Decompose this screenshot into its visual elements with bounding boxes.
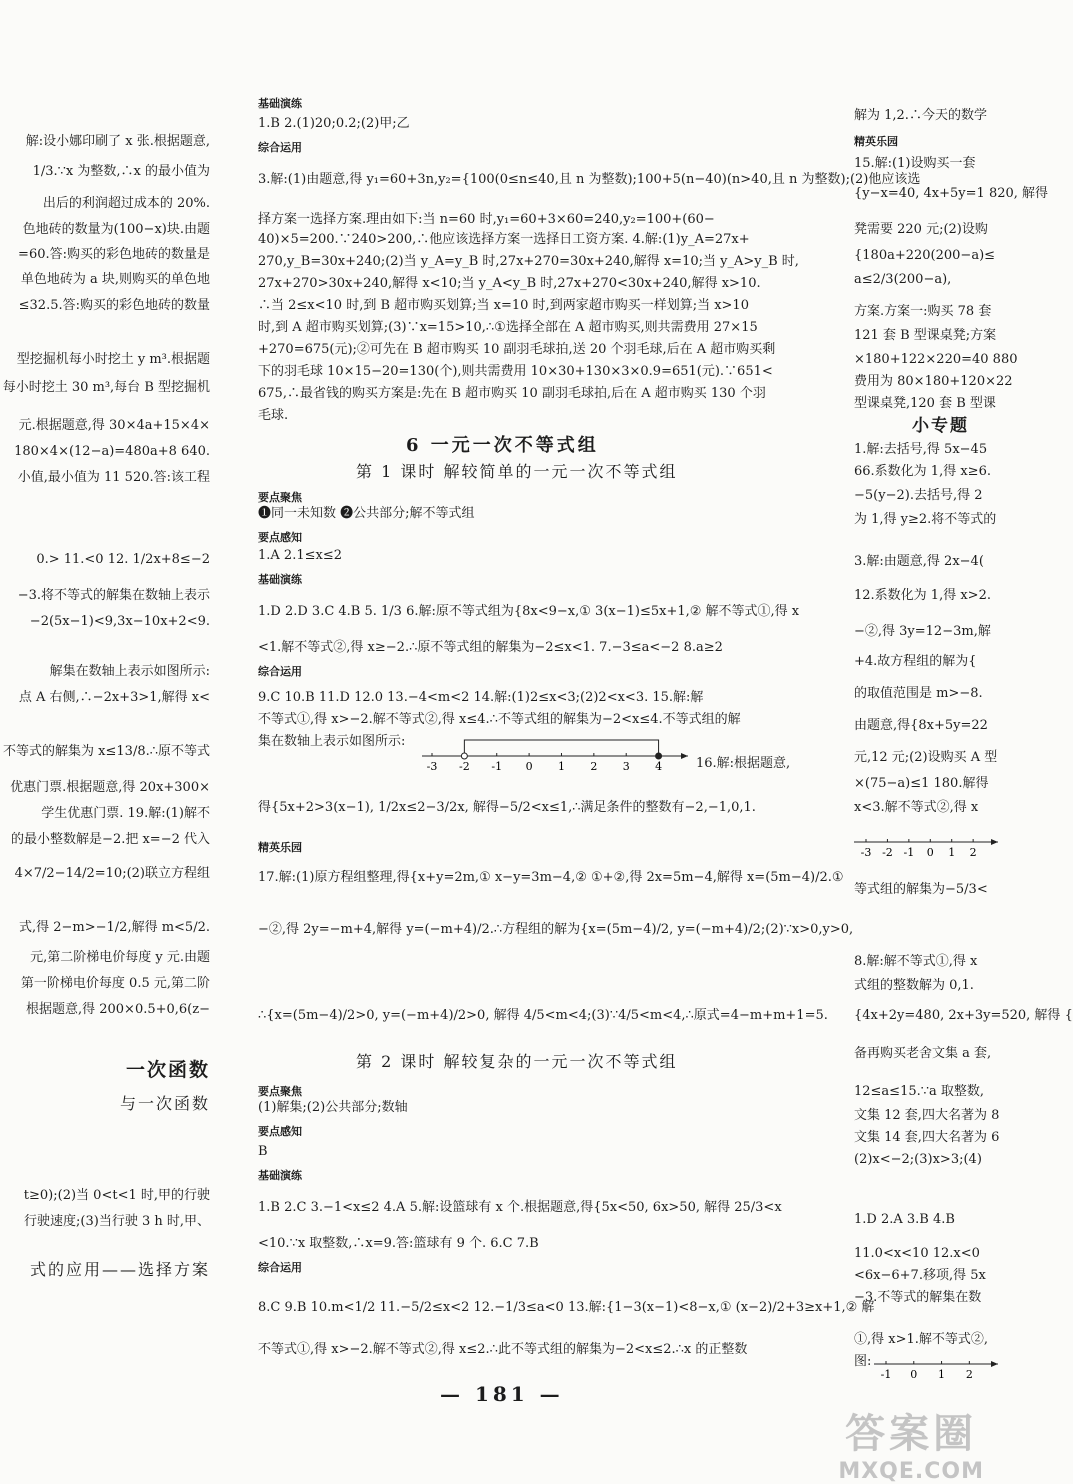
text-line: +4.故方程组的解为{ <box>854 654 977 669</box>
section-label-zonghe: 综合运用 <box>258 1261 302 1274</box>
text-line: 元.根据题意,得 30×4a+15×4× <box>18 418 210 433</box>
text-line: {180a+220(200−a)≤ <box>854 248 996 263</box>
text-line: 3.解:由题意,得 2x−4( <box>854 554 984 569</box>
number-line-tick-label: 0 <box>926 846 934 859</box>
left-column <box>0 0 222 1380</box>
text-line: 的取值范围是 m>−8. <box>854 686 983 701</box>
text-line: 集在数轴上表示如图所示: <box>258 734 406 749</box>
text-line: B <box>258 1144 268 1159</box>
text-line: 270,y_B=30x+240;(2)当 y_A=y_B 时,27x+270=30x+240,解得 x=10;当 y_A>y_B 时, <box>258 254 799 269</box>
section-label-jingying: 精英乐园 <box>258 841 302 854</box>
text-line: ❶同一未知数 ❷公共部分;解不等式组 <box>258 506 475 521</box>
text-line: 每小时挖土 30 m³,每台 B 型挖掘机 <box>2 380 210 395</box>
text-line: 单色地砖为 a 块,则购买的单色地 <box>20 272 210 287</box>
text-line: 点 A 右侧,∴−2x+3>1,解得 x< <box>18 690 210 705</box>
section-heading: 与一次函数 <box>119 1094 210 1113</box>
closed-endpoint <box>656 753 662 759</box>
text-line: 根据题意,得 200×0.5+0,6(z− <box>25 1002 210 1017</box>
text-line: 8.解:解不等式①,得 x <box>854 954 978 969</box>
text-line: 1.B 2.C 3.−1<x≤2 4.A 5.解:设篮球有 x 个.根据题意,得{5x<50, 6x>50, 解得 25/3<x <box>258 1200 782 1215</box>
text-line: 1.解:去括号,得 5x−45 <box>854 442 988 457</box>
text-line: 等式组的解集为−5/3< <box>854 882 988 897</box>
text-line: a≤2/3(200−a), <box>854 272 952 287</box>
text-line: {y−x=40, 4x+5y=1 820, 解得 <box>854 186 1049 201</box>
text-line: 由题意,得{8x+5y=22 <box>854 718 988 733</box>
watermark-logo <box>838 1402 984 1484</box>
text-line: (2)x<−2;(3)x>3;(4) <box>854 1152 982 1167</box>
number-line <box>852 826 1000 866</box>
number-line-tick-label: 1 <box>948 846 956 859</box>
number-line-tick-label: 2 <box>965 1368 973 1381</box>
axis-arrow-icon <box>681 753 688 759</box>
text-line: 为 1,得 y≥2.将不等式的 <box>854 512 997 527</box>
text-line: 15.解:(1)设购买一套 <box>854 156 976 171</box>
text-line: 色地砖的数量为(100−x)块.由题 <box>22 222 210 237</box>
number-line-tick-label: 0 <box>910 1368 918 1381</box>
section-label-zonghe: 综合运用 <box>258 665 302 678</box>
text-line: 方案.方案一:购买 78 套 <box>854 304 992 319</box>
text-line: <10.∵x 取整数,∴x=9.答:篮球有 9 个. 6.C 7.B <box>258 1236 539 1251</box>
text-line: 1.A 2.1≤x≤2 <box>258 548 342 563</box>
text-line: ∴当 2≤x<10 时,到 B 超市购买划算;当 x=10 时,到两家超市购买一样划算;当 x>10 <box>258 298 749 313</box>
page-number: — 181 — <box>440 1382 564 1406</box>
section-label-zonghe: 综合运用 <box>258 141 302 154</box>
section-label-yaodian-ganzhi: 要点感知 <box>258 531 302 544</box>
text-line: −2(5x−1)<9,3x−10x+2<9. <box>29 614 210 629</box>
section-label-jingying: 精英乐园 <box>854 135 898 148</box>
text-line: <1.解不等式②,得 x≥−2.∴原不等式组的解集为−2≤x<1. 7.−3≤a<−2 8.a≥2 <box>258 640 723 655</box>
number-line-tick-label: -2 <box>882 846 893 859</box>
text-line: 元,第二阶梯电价每度 y 元.由题 <box>30 950 210 965</box>
text-line: ①,得 x>1.解不等式②, <box>854 1332 989 1347</box>
section-heading: 小专题 <box>912 416 969 436</box>
text-line: 1.D 2.A 3.B 4.B <box>854 1212 955 1227</box>
chapter-title: 6 一元一次不等式组 <box>406 435 599 456</box>
number-line-tick-label: -3 <box>860 846 872 859</box>
number-line <box>420 734 690 782</box>
text-line: 4×7/2−14/2=10;(2)联立方程组 <box>14 866 210 881</box>
right-column <box>848 0 1073 1400</box>
text-line: 不等式①,得 x>−2.解不等式②,得 x≤2.∴此不等式组的解集为−2<x≤2.∴x 的正整数 <box>258 1342 748 1357</box>
text-line: 解为 1,2.∴今天的数学 <box>854 108 987 123</box>
text-line: 图: <box>854 1354 872 1369</box>
text-line: 0.> 11.<0 12. 1/2x+8≤−2 <box>36 552 210 567</box>
text-line: 解集在数轴上表示如图所示: <box>49 664 210 679</box>
text-line: 行驶速度;(3)当行驶 3 h 时,甲、 <box>24 1214 210 1229</box>
text-line: 学生优惠门票. 19.解:(1)解不 <box>41 806 210 821</box>
text-line: x<3.解不等式②,得 x <box>854 800 979 815</box>
text-line: −3.将不等式的解集在数轴上表示 <box>17 588 210 603</box>
text-line: 凳需要 220 元;(2)设购 <box>854 222 988 237</box>
watermark-url: MXQE.COM <box>838 1459 984 1484</box>
text-line: −5(y−2).去括号,得 2 <box>854 488 983 503</box>
number-line <box>872 1348 1000 1384</box>
text-line: 下的羽毛球 10×15−20=130(个),则共需费用 10×30+130×3×0.9=651(元).∵651< <box>258 364 773 379</box>
number-line-tick-label: -1 <box>880 1368 892 1381</box>
text-line: <6x−6+7.移项,得 5x <box>854 1268 986 1283</box>
axis-arrow-icon <box>991 1361 998 1367</box>
text-line: −②,得 3y=12−3m,解 <box>854 624 991 639</box>
text-line: ∴{x=(5m−4)/2>0, y=(−m+4)/2>0, 解得 4/5<m<4;(3)∵4/5<m<4,∴原式=4−m+m+1=5. <box>258 1008 828 1023</box>
text-line: 式,得 2−m>−1/2,解得 m<5/2. <box>18 920 210 935</box>
text-line: 121 套 B 型课桌凳;方案 <box>854 328 997 343</box>
text-line: 180×4×(12−a)=480a+8 640. <box>14 444 210 459</box>
text-line: ×(75−a)≤1 180.解得 <box>854 776 989 791</box>
text-line: 8.C 9.B 10.m<1/2 11.−5/2≤x<2 12.−1/3≤a<0 13.解:{1−3(x−1)<8−x,① (x−2)/2+3≥x+1,② 解 <box>258 1300 875 1315</box>
text-line: 毛球. <box>258 408 289 423</box>
text-line: 40)×5=200.∵240>200,∴他应该选择方案一选择日工资方案. 4.解:(1)y_A=27x+ <box>258 232 750 247</box>
number-line-tick-label: 2 <box>590 760 598 773</box>
text-line: 小值,最小值为 11 520.答:该工程 <box>17 470 210 485</box>
number-line-tick-label: 2 <box>969 846 977 859</box>
text-line: (1)解集;(2)公共部分;数轴 <box>258 1100 408 1115</box>
text-line: t≥0);(2)当 0<t<1 时,甲的行驶 <box>23 1188 210 1203</box>
text-line: 式组的整数解为 0,1. <box>854 978 974 993</box>
section-label-yaodian-jujiao: 要点聚焦 <box>258 491 302 504</box>
text-line: 3.解:(1)由题意,得 y₁=60+3n,y₂={100(0≤n≤40,且 n 为整数);100+5(n−40)(n>40,且 n 为整数);(2)他应该选 <box>258 172 921 187</box>
text-line: 得{5x+2>3(x−1), 1/2x≤2−3/2x, 解得−5/2<x≤1,∴满足条件的整数有−2,−1,0,1. <box>258 800 756 815</box>
text-line: 11.0<x<10 12.x<0 <box>854 1246 980 1261</box>
text-line: 9.C 10.B 11.D 12.0 13.−4<m<2 14.解:(1)2≤x<3;(2)2<x<3. 15.解:解 <box>258 690 704 705</box>
section-heading: 式的应用——选择方案 <box>29 1260 210 1279</box>
text-line: 文集 14 套,四大名著为 6 <box>854 1130 1000 1145</box>
text-line: 第一阶梯电价每度 0.5 元,第二阶 <box>20 976 210 991</box>
number-line-tick-label: 1 <box>938 1368 946 1381</box>
text-line: 66.系数化为 1,得 x≥6. <box>854 464 991 479</box>
text-line: 择方案一选择方案.理由如下:当 n=60 时,y₁=60+3×60=240,y₂=100+(60− <box>258 212 715 227</box>
number-line-tick-label: 3 <box>622 760 630 773</box>
text-line: 12.系数化为 1,得 x>2. <box>854 588 991 603</box>
text-line: 出后的利润超过成本的 20%. <box>42 196 210 211</box>
text-line: 17.解:(1)原方程组整理,得{x+y=2m,① x−y=3m−4,② ①+②,得 2x=5m−4,解得 x=(5m−4)/2.① <box>258 870 844 885</box>
chapter-heading: 一次函数 <box>125 1059 210 1081</box>
number-line-tick-label: 1 <box>557 760 565 773</box>
text-line: 不等式的解集为 x≤13/8.∴原不等式 <box>3 744 210 759</box>
section-label-yaodian-jujiao: 要点聚焦 <box>258 1085 302 1098</box>
text-line: 1.B 2.(1)20;0.2;(2)甲;乙 <box>258 116 410 131</box>
text-line: 时,到 A 超市购买划算;(3)∵x=15>10,∴①选择全部在 A 超市购买,则共需费用 27×15 <box>258 320 758 335</box>
text-line: ≤32.5.答:购买的彩色地砖的数量 <box>18 298 210 313</box>
text-line: 的最小整数解是−2.把 x=−2 代入 <box>11 832 210 847</box>
text-line: 型课桌凳,120 套 B 型课 <box>854 396 996 411</box>
section-label-jichu: 基础演练 <box>258 1169 302 1182</box>
text-line: +270=675(元);②可先在 B 超市购买 10 副羽毛球拍,送 20 个羽毛球,后在 A 超市购买剩 <box>258 342 776 357</box>
text-line: 型挖掘机每小时挖土 y m³.根据题 <box>16 352 210 367</box>
text-line: {4x+2y=480, 2x+3y=520, 解得 { <box>854 1008 1073 1023</box>
text-line: 文集 12 套,四大名著为 8 <box>854 1108 1000 1123</box>
section-label-jichu: 基础演练 <box>258 97 302 110</box>
text-line: 16.解:根据题意, <box>696 756 791 771</box>
text-line: 27x+270>30x+240,解得 x<10;当 y_A<y_B 时,27x+270<30x+240,解得 x>10. <box>258 276 761 291</box>
text-line: ×180+122×220=40 880 <box>854 352 1018 367</box>
text-line: 1.D 2.D 3.C 4.B 5. 1/3 6.解:原不等式组为{8x<9−x,① 3(x−1)≤5x+1,② 解不等式①,得 x <box>258 604 800 619</box>
number-line-tick-label: 4 <box>655 760 663 773</box>
text-line: 1/3.∵x 为整数,∴x 的最小值为 <box>32 164 210 179</box>
axis-arrow-icon <box>991 839 998 845</box>
text-line: 675,∴最省钱的购买方案是:先在 B 超市购买 10 副羽毛球拍,后在 A 超市购买 130 个羽 <box>258 386 766 401</box>
text-line: 不等式①,得 x>−2.解不等式②,得 x≤4.∴不等式组的解集为−2<x≤4.不等式组的解 <box>258 712 741 727</box>
lesson-title: 第 2 课时 解较复杂的一元一次不等式组 <box>356 1052 678 1071</box>
section-label-jichu: 基础演练 <box>258 573 302 586</box>
section-label-yaodian-ganzhi: 要点感知 <box>258 1125 302 1138</box>
number-line-tick-label: -1 <box>903 846 915 859</box>
text-line: 费用为 80×180+120×22 <box>854 374 1013 389</box>
text-line: 元,12 元;(2)设购买 A 型 <box>854 750 998 765</box>
text-line: −3.不等式的解集在数 <box>854 1290 982 1305</box>
open-endpoint <box>461 753 467 759</box>
number-line-tick-label: -1 <box>491 760 503 773</box>
text-line: 解:设小娜印刷了 x 张.根据题意, <box>25 134 210 149</box>
text-line: 备再购买老舍文集 a 套, <box>854 1046 992 1061</box>
watermark-text: 答案圈 <box>845 1411 978 1457</box>
number-line-tick-label: 0 <box>525 760 533 773</box>
text-line: 优惠门票.根据题意,得 20x+300× <box>10 780 210 795</box>
text-line: =60.答:购买的彩色地砖的数量是 <box>18 247 210 262</box>
text-line: 12≤a≤15.∵a 取整数, <box>854 1084 985 1099</box>
lesson-title: 第 1 课时 解较简单的一元一次不等式组 <box>356 462 678 481</box>
number-line-tick-label: -2 <box>459 760 470 773</box>
text-line: −②,得 2y=−m+4,解得 y=(−m+4)/2.∴方程组的解为{x=(5m−4)/2, y=(−m+4)/2;(2)∵x>0,y>0, <box>258 922 854 937</box>
number-line-tick-label: -3 <box>426 760 438 773</box>
